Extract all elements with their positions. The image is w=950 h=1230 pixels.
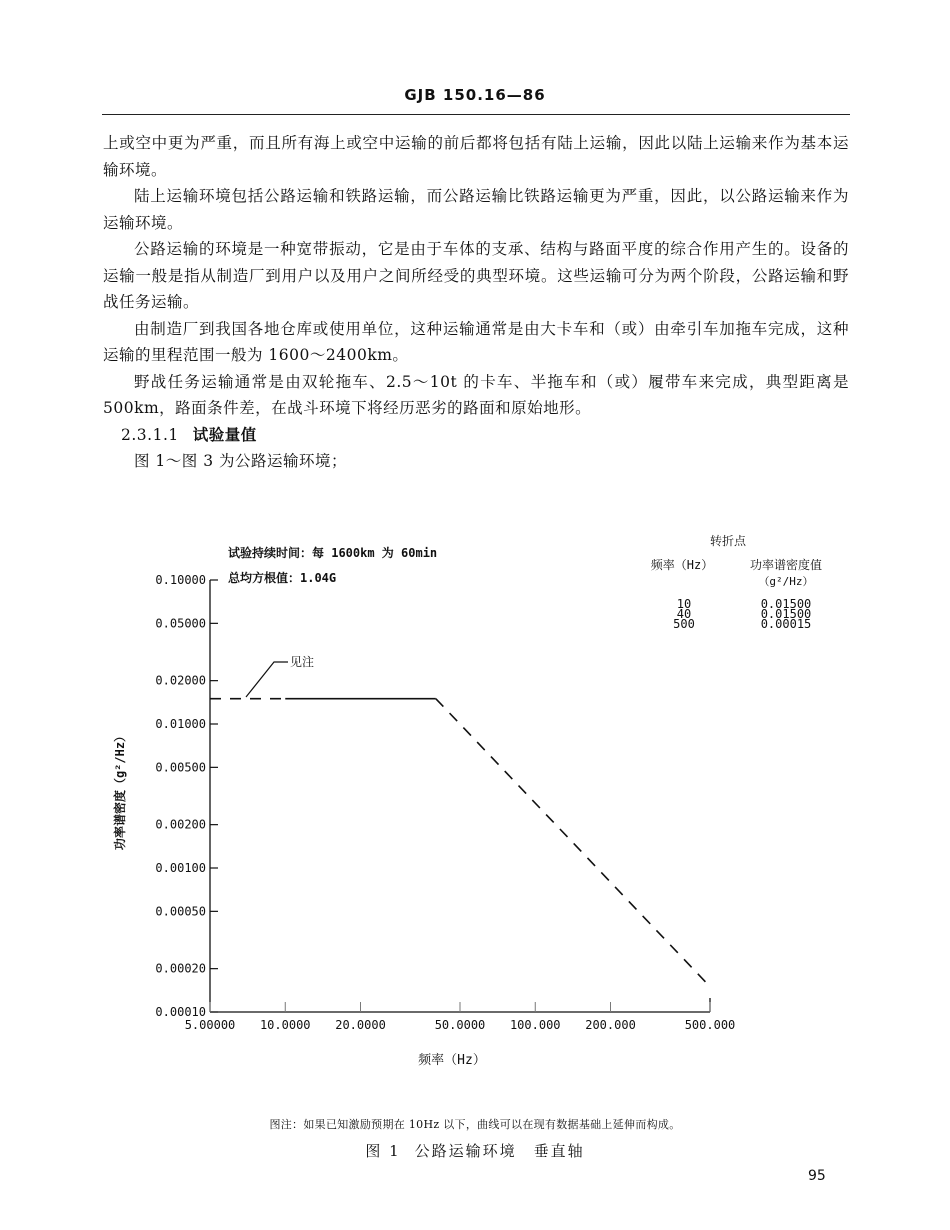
y-tick-label-4: 0.00500 (155, 760, 206, 775)
breakpoint-freq-2: 500 (673, 617, 695, 631)
y-ticks (155, 573, 218, 1019)
breakpoint-freq-1: 40 (676, 607, 692, 621)
figure-intro: 图 1～图 3 为公路运输环境； (134, 452, 348, 470)
breakpoint-psd-0: 0.01500 (760, 597, 812, 611)
breakpoint-psd-2: 0.00015 (760, 617, 812, 631)
figure-note: 图注：如果已知激励预期在 10Hz 以下，曲线可以在现有数据基础上延伸而构成。 (269, 1118, 681, 1131)
x-axis-title: 频率（Hz） (418, 1053, 486, 1068)
section-number: 2.3.1.1 (121, 425, 179, 444)
rms-annotation: 总均方根值：1.04G (228, 571, 337, 585)
paragraph-2: 陆上运输环境包括公路运输和铁路运输，而公路运输比铁路运输更为严重，因此，以公路运输来作为运输环境。 (103, 187, 849, 232)
y-tick-label-6: 0.00100 (155, 861, 206, 875)
breakpoints-col-psd-unit: （g²/Hz） (758, 575, 814, 588)
x-tick-label-1: 10.0000 (259, 1018, 311, 1032)
note-leader-line (246, 662, 288, 697)
breakpoints-col-psd: 功率谱密度值 (749, 558, 823, 572)
paragraph-5: 野战任务运输通常是由双轮拖车、2.5～10t 的卡车、半拖车和（或）履带车来完成，典型距离是 500km，路面条件差，在战斗环境下将经历恶劣的路面和原始地形。 (103, 372, 849, 417)
paragraph-3: 公路运输的环境是一种宽带振动，它是由于车体的支承、结构与路面平度的综合作用产生的。设备的运输一般是指从制造厂到用户以及用户之间所经受的典型环境。这些运输可分为两个阶段，公路运输和野战任务运输。 (103, 240, 849, 311)
y-tick-label-3: 0.01000 (155, 717, 206, 731)
x-tick-label-4: 100.000 (509, 1018, 561, 1032)
y-tick-label-8: 0.00020 (155, 961, 206, 976)
document-header: GJB 150.16—86 (404, 86, 546, 104)
series-line-2 (436, 699, 710, 987)
breakpoints-title: 转折点 (709, 534, 747, 548)
figure-title: 公路运输环境 垂直轴 (414, 1142, 585, 1160)
paragraph-1: 上或空中更为严重，而且所有海上或空中运输的前后都将包括有陆上运输，因此以陆上运输来作为基本运输环境。 (103, 134, 849, 179)
breakpoints-col-freq: 频率（Hz） (650, 558, 714, 572)
x-tick-label-3: 50.0000 (434, 1018, 486, 1032)
x-tick-label-6: 500.000 (684, 1018, 736, 1032)
breakpoint-freq-0: 10 (676, 597, 692, 611)
figure-caption (0, 1140, 950, 1161)
y-tick-label-5: 0.00200 (155, 817, 206, 832)
x-tick-label-0: 5.00000 (184, 1018, 236, 1032)
y-tick-label-2: 0.02000 (155, 673, 206, 688)
breakpoint-psd-1: 0.01500 (760, 607, 812, 621)
y-tick-label-1: 0.05000 (155, 616, 206, 631)
breakpoints-rows (673, 597, 811, 631)
note-pointer-label: 见注 (290, 655, 315, 669)
section-title: 试验量值 (192, 424, 257, 444)
y-tick-label-0: 0.10000 (155, 573, 206, 587)
figure-number: 图 1 (365, 1142, 401, 1160)
y-axis-title: 功率谱密度（g²/Hz） (113, 729, 127, 851)
duration-annotation: 试验持续时间：每 1600km 为 60min (228, 546, 438, 560)
x-tick-label-2: 20.0000 (335, 1018, 386, 1032)
y-tick-label-9: 0.00010 (155, 1005, 206, 1019)
data-series (210, 699, 710, 987)
page-number: 95 (808, 1168, 826, 1184)
x-tick-label-5: 200.000 (585, 1018, 636, 1032)
y-tick-label-7: 0.00050 (155, 904, 206, 919)
paragraph-4: 由制造厂到我国各地仓库或使用单位，这种运输通常是由大卡车和（或）由牵引车加拖车完成，这种运输的里程范围一般为 1600～2400km。 (103, 319, 849, 364)
x-ticks (185, 1002, 736, 1032)
